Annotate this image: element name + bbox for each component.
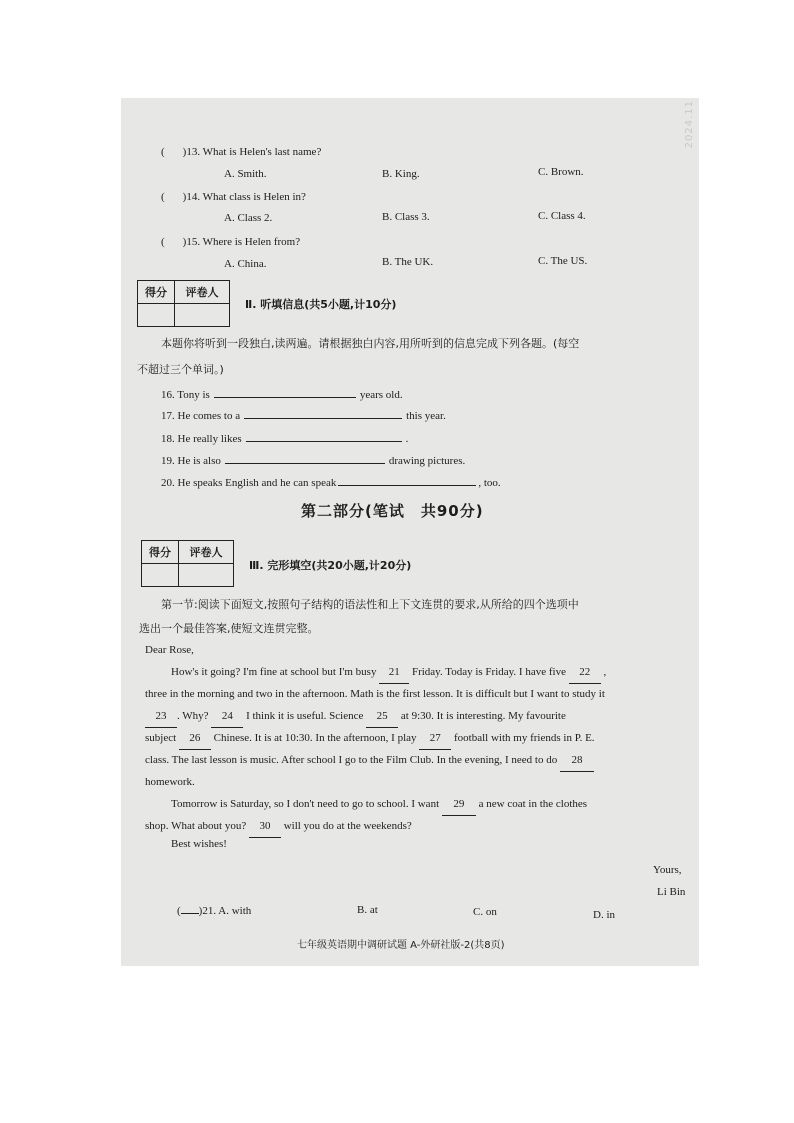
part2-title: 第二部分(笔试 共90分) — [301, 502, 484, 520]
letter-line-2: three in the morning and two in the afternoon. Math is the first lesson. It is difficult but I want to study it — [145, 688, 605, 700]
section2-title: Ⅱ. 听填信息(共5小题,计10分) — [245, 298, 397, 311]
score-cell — [138, 304, 175, 327]
q21-option-b: B. at — [357, 904, 378, 916]
letter-line-7: Tomorrow is Saturday, so I don't need to go to school. I want 29 a new coat in the clothes — [171, 793, 587, 816]
item-20: 20. He speaks English and he can speak , too. — [161, 474, 501, 489]
score-label: 得分 — [138, 281, 175, 304]
blank-23: 23 — [145, 705, 177, 728]
q13-option-c: C. Brown. — [538, 166, 584, 178]
question-15: ( )15. Where is Helen from? — [161, 236, 301, 248]
section2-instructions-2: 不超过三个单词。) — [137, 363, 224, 376]
letter-line-4: subject 26 Chinese. It is at 10:30. In the afternoon, I play 27 football with my friends in P. E. — [145, 727, 595, 750]
q14-option-c: C. Class 4. — [538, 210, 586, 222]
blank-29: 29 — [442, 793, 476, 816]
q13-option-a: A. Smith. — [224, 168, 267, 180]
item-16: 16. Tony is years old. — [161, 386, 403, 401]
q15-option-b: B. The UK. — [382, 256, 434, 268]
section3-instructions-2: 选出一个最佳答案,使短文连贯完整。 — [139, 622, 319, 635]
letter-line-8: shop. What about you? 30 will you do at the weekends? — [145, 815, 412, 838]
page-footer: 七年级英语期中调研试题 A-外研社版-2(共8页) — [297, 940, 505, 951]
letter-line-6: homework. — [145, 776, 195, 788]
score-label: 得分 — [142, 541, 179, 564]
q21-option-d: D. in — [593, 909, 615, 921]
item-17: 17. He comes to a this year. — [161, 407, 446, 422]
blank-22: 22 — [569, 661, 601, 684]
q14-option-a: A. Class 2. — [224, 212, 273, 224]
blank-27: 27 — [419, 727, 451, 750]
grader-cell — [179, 564, 234, 587]
blank-30: 30 — [249, 815, 281, 838]
date-watermark: 2024.11 — [684, 100, 695, 149]
blank-24: 24 — [211, 705, 243, 728]
exam-paper — [121, 98, 699, 966]
letter-line-1: How's it going? I'm fine at school but I'm busy 21 Friday. Today is Friday. I have five 22 , — [171, 661, 606, 684]
q13-option-b: B. King. — [382, 168, 420, 180]
letter-line-5: class. The last lesson is music. After school I go to the Film Club. In the evening, I need to do 28 — [145, 749, 594, 772]
section3-title: Ⅲ. 完形填空(共20小题,计20分) — [249, 559, 412, 572]
grader-cell — [175, 304, 230, 327]
q21-option-c: C. on — [473, 906, 497, 918]
q14-option-b: B. Class 3. — [382, 211, 430, 223]
letter-greeting: Dear Rose, — [145, 644, 194, 656]
section3-instructions-1: 第一节:阅读下面短文,按照句子结构的语法性和上下文连贯的要求,从所给的四个选项中 — [161, 598, 579, 611]
letter-line-3: 23 . Why? 24 I think it is useful. Science 25 at 9:30. It is interesting. My favourite — [145, 705, 566, 728]
letter-yours: Yours, — [653, 864, 682, 876]
score-box-section3 — [141, 540, 234, 587]
score-cell — [142, 564, 179, 587]
score-box-section2 — [137, 280, 230, 327]
q15-option-c: C. The US. — [538, 255, 588, 267]
section2-instructions-1: 本题你将听到一段独白,读两遍。请根据独白内容,用所听到的信息完成下列各题。(每空 — [161, 337, 580, 350]
blank-21: 21 — [379, 661, 409, 684]
item-19: 19. He is also drawing pictures. — [161, 452, 465, 467]
q15-option-a: A. China. — [224, 258, 267, 270]
blank-28: 28 — [560, 749, 594, 772]
question-13: ( )13. What is Helen's last name? — [161, 146, 322, 158]
question-21: ( )21. A. with — [177, 905, 252, 917]
grader-label: 评卷人 — [175, 281, 230, 304]
item-18: 18. He really likes . — [161, 430, 408, 445]
letter-closing: Best wishes! — [171, 838, 227, 850]
blank-26: 26 — [179, 727, 211, 750]
letter-signature: Li Bin — [657, 886, 686, 898]
blank-25: 25 — [366, 705, 398, 728]
question-14: ( )14. What class is Helen in? — [161, 191, 306, 203]
grader-label: 评卷人 — [179, 541, 234, 564]
